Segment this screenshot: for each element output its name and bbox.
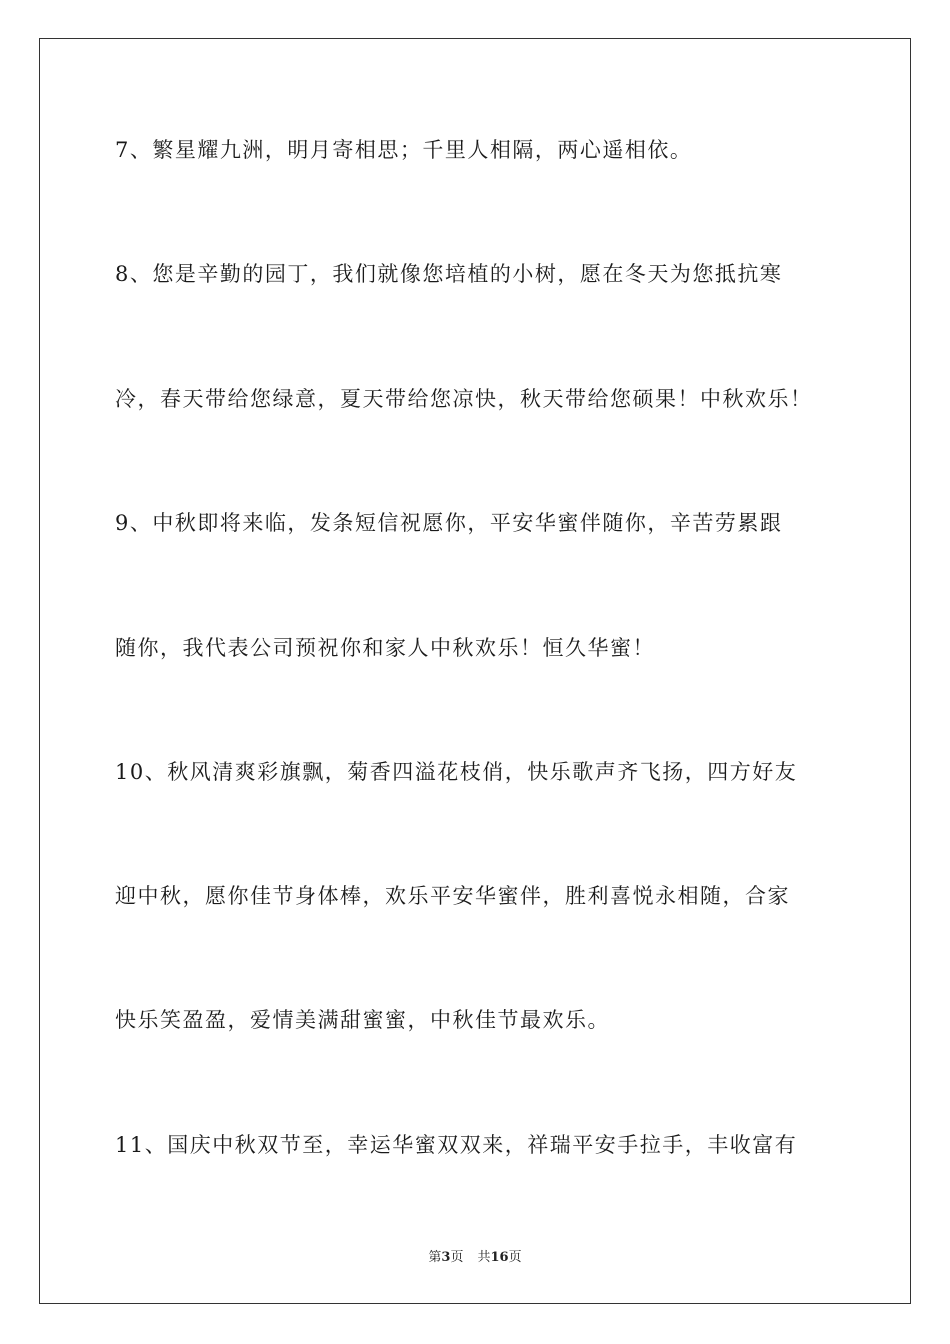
total-pages: 16 <box>490 1250 509 1265</box>
total-suffix: 页 <box>508 1250 522 1265</box>
text-line-9: 11、国庆中秋双节至，幸运华蜜双双来，祥瑞平安手拉手，丰收富有 <box>115 1133 798 1157</box>
text-line-6: 10、秋风清爽彩旗飘，菊香四溢花枝俏，快乐歌声齐飞扬，四方好友 <box>115 760 798 784</box>
text-line-4: 9、中秋即将来临，发条短信祝愿你，平安华蜜伴随你，辛苦劳累跟 <box>115 511 783 535</box>
text-line-2: 8、您是辛勤的园丁，我们就像您培植的小树，愿在冬天为您抵抗寒 <box>115 262 783 286</box>
page-number: 3 <box>441 1250 451 1265</box>
page-suffix: 页 <box>450 1250 464 1265</box>
text-line-1: 7、繁星耀九洲，明月寄相思；千里人相隔，两心遥相依。 <box>115 138 693 162</box>
text-line-8: 快乐笑盈盈，爱情美满甜蜜蜜，中秋佳节最欢乐。 <box>115 1008 610 1032</box>
text-line-3: 冷，春天带给您绿意，夏天带给您凉快，秋天带给您硕果！中秋欢乐！ <box>115 387 813 411</box>
page-prefix: 第 <box>428 1250 442 1265</box>
page-border <box>39 38 911 1304</box>
page-footer <box>0 1250 950 1266</box>
text-line-5: 随你，我代表公司预祝你和家人中秋欢乐！恒久华蜜！ <box>115 636 655 660</box>
text-line-7: 迎中秋，愿你佳节身体棒，欢乐平安华蜜伴，胜利喜悦永相随，合家 <box>115 884 790 908</box>
total-prefix: 共 <box>477 1250 491 1265</box>
